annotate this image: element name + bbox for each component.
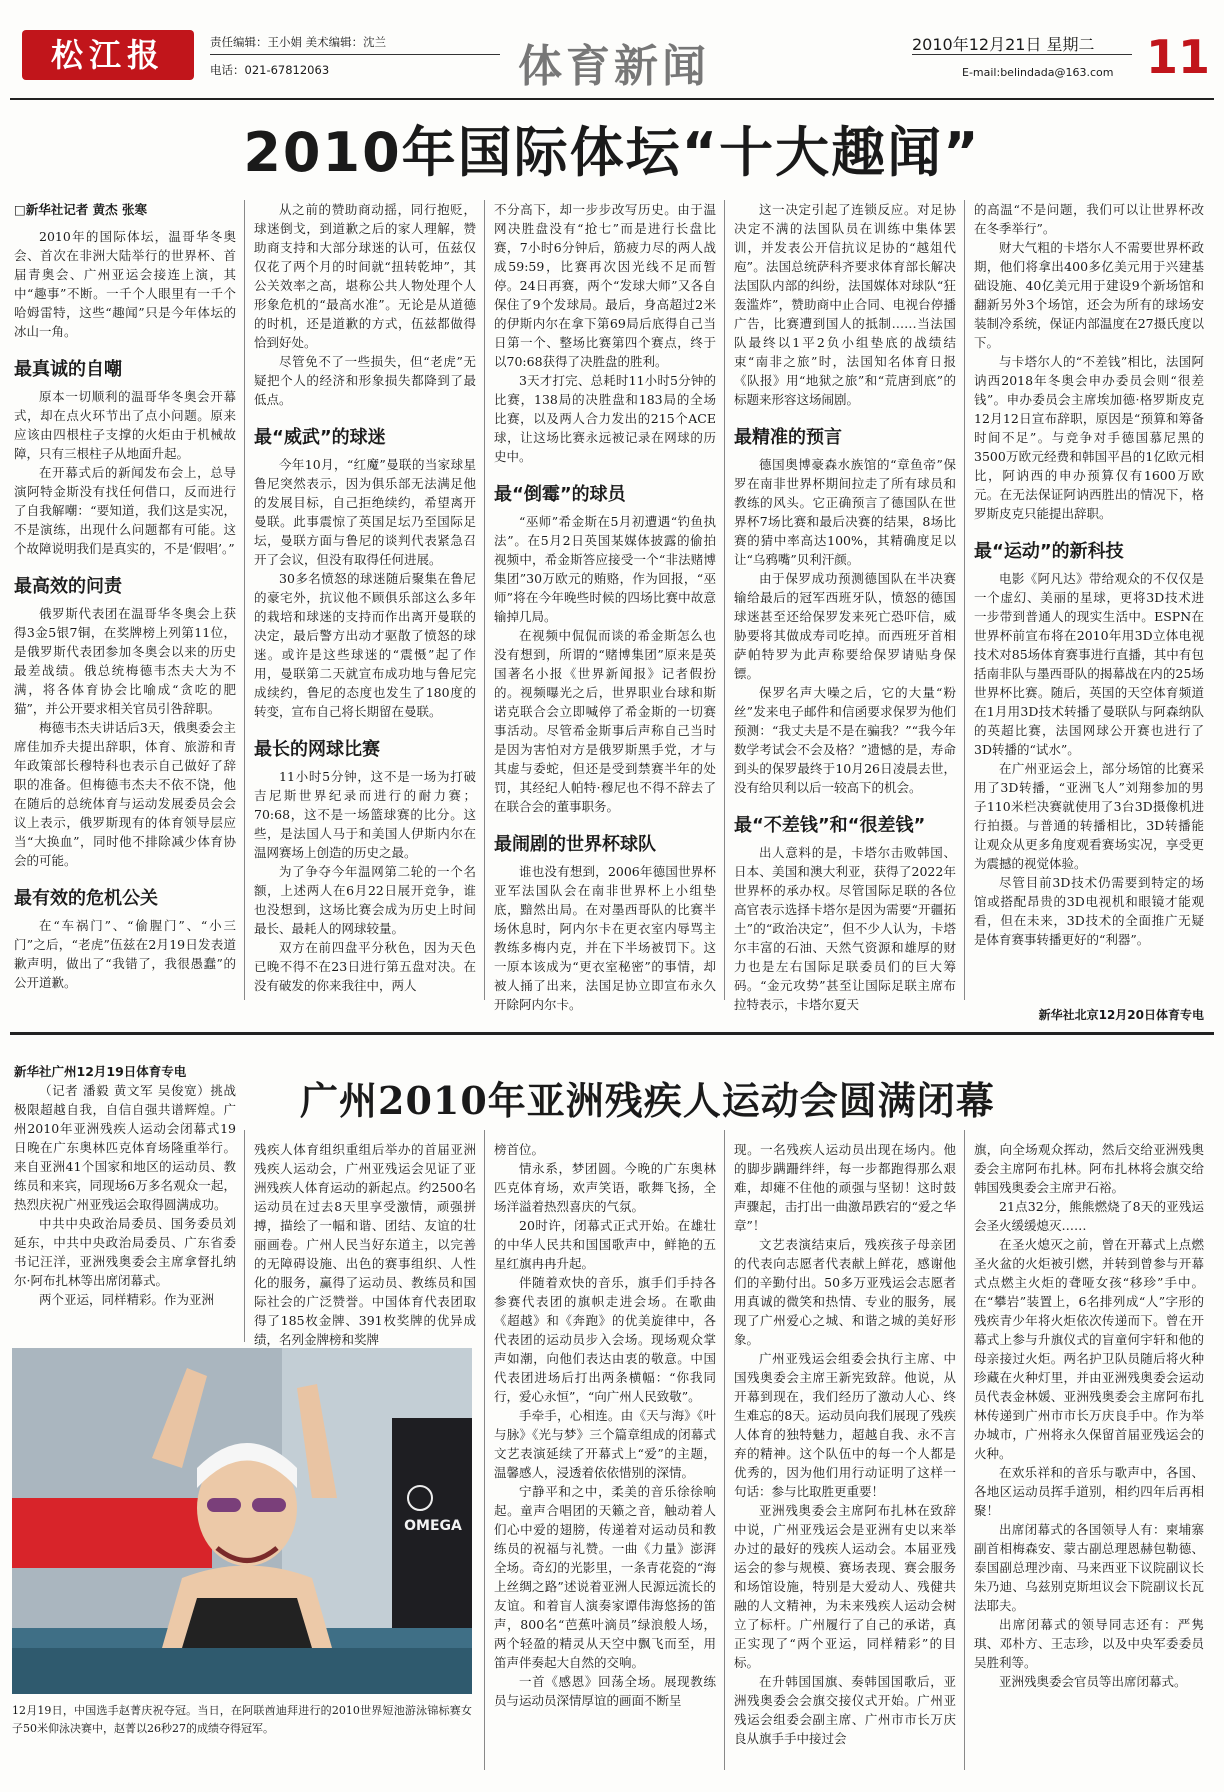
- article1-column-1: [14, 200, 236, 1000]
- subheading: 最“倒霉”的球员: [494, 484, 626, 505]
- contact-email: E-mail:belindada@163.com: [962, 66, 1114, 79]
- article1-dateline: 新华社北京12月20日体育专电: [1038, 1008, 1204, 1022]
- article1-column-5: [974, 200, 1204, 1000]
- article1-headline: 2010年国际体坛“十大趣闻”: [243, 121, 981, 184]
- paragraph: 与卡塔尔人的“不差钱”相比，法国阿讷西2018年冬奥会申办委员会则“很差钱”。申办委员会主席埃加德·格罗斯皮克12月12日宣布辞职，原因是“预算和筹备时间不足”。与竞争对手德国慕尼黑的3500万欧元经费和韩国平昌的1亿欧元相比，阿讷西的申办预算仅有1600万欧元。在无法保证阿讷西胜出的情况下，格罗斯皮克只能提出辞职。: [974, 354, 1204, 521]
- swimmer-photo: [12, 1348, 472, 1694]
- article2-byline: 新华社广州12月19日体育专电: [14, 1064, 187, 1079]
- paragraph: 亚洲残奥委会官员等出席闭幕式。: [999, 1674, 1187, 1689]
- paragraph: 在“车祸门”、“偷腥门”、“小三门”之后，“老虎”伍兹在2月19日发表道歉声明，做出了“我错了，我很愚蠢”的公开道歉。: [14, 918, 236, 990]
- header-rule-left: [210, 54, 500, 55]
- paragraph: 俄罗斯代表团在温哥华冬奥会上获得3金5银7铜，在奖牌榜上列第11位，是俄罗斯代表团参加冬奥会以来的历史最差战绩。俄总统梅德韦杰夫大为不满，将各体育协会比喻成“贪吃的肥猫”，并公开要求相关官员引咎辞职。: [14, 606, 236, 716]
- page-number: 11: [1146, 30, 1211, 84]
- paragraph: 伴随着欢快的音乐，旗手们手持各参赛代表团的旗帜走进会场。在歌曲《超越》和《奔跑》的优美旋律中，各代表团的运动员步入会场。现场观众掌声如潮，向他们表达由衷的敬意。中国代表团进场后打出两条横幅：“你我同行，爱心永恒”，“向广州人民致敬”。: [494, 1275, 716, 1404]
- paragraph: 为了争夺今年温网第二轮的一个名额，上述两人在6月22日展开竞争，谁也没想到，这场比赛会成为历史上时间最长、最耗人的网球较量。: [254, 864, 476, 936]
- paragraph: 在广州亚运会上，部分场馆的比赛采用了3D转播，“亚洲飞人”刘翔参加的男子110米栏决赛就使用了3台3D摄像机进行拍摄。与普通的转播相比，3D转播能让观众从更多角度观看赛场实况，享受更为震撼的视觉体验。: [974, 761, 1204, 871]
- article2-column-4: [734, 1140, 956, 1780]
- column-rule: [484, 1130, 485, 1770]
- paragraph: 21点32分，熊熊燃烧了8天的亚残运会圣火缓缓熄灭……: [974, 1199, 1204, 1233]
- article2-column-2: [254, 1140, 476, 1347]
- paragraph: 在开幕式后的新闻发布会上，总导演阿特金斯没有找任何借口，反而进行了自我解嘲：“要知道，我们这是实况，不是演练，出现什么问题都有可能。这个故障说明我们是真实的，不是‘假唱’。”: [14, 465, 236, 556]
- paragraph: 保罗名声大噪之后，它的大量“粉丝”发来电子邮件和信函要求保罗为他们预测：“我丈夫是不是在骗我？”“我今年数学考试会不会及格？”遗憾的是，寿命到头的保罗最终于10月26日凌晨去世，没有给贝利以后一较高下的机会。: [734, 685, 956, 795]
- paragraph: （记者 潘毅 黄文军 吴俊宽）挑战极限超越自我，自信自强共谱辉煌。广州2010年亚洲残疾人运动会闭幕式19日晚在广东奥林匹克体育场隆重举行。来自亚洲41个国家和地区的运动员、教练员和来宾，同现场6万多名观众一起，热烈庆祝广州亚残运会取得圆满成功。: [14, 1083, 236, 1212]
- column-rule: [244, 200, 245, 1000]
- paragraph: 谁也没有想到，2006年德国世界杯亚军法国队会在南非世界杯上小组垫底，黯然出局。在对墨西哥队的比赛半场休息时，阿内尔卡在更衣室内辱骂主教练多梅内克，并在下半场被罚下。这一原本该成为“更衣室秘密”的事情，却被人捅了出来，法国足协立即宣布永久开除阿内尔卡。: [494, 864, 716, 1012]
- paragraph: 11小时5分钟，这不是一场为打破吉尼斯世界纪录而进行的耐力赛；70:68，这不是一场篮球赛的比分。这些，是法国人马于和美国人伊斯内尔在温网赛场上创造的历史之最。: [254, 769, 476, 860]
- subheading: 最“威武”的球迷: [254, 427, 386, 448]
- paragraph: 这一决定引起了连锁反应。对足协决定不满的法国队员在训练中集体罢训，并发表公开信抗议足协的“越俎代庖”。法国总统萨科齐要求体育部长解决法国队内部的纠纷，法国媒体对球队“狂轰滥炸”，赞助商中止合同、电视台停播广告，比赛遭到国人的抵制……当法国队最终以1平2负小组垫底的战绩结束“南非之旅”时，法国知名体育日报《队报》用“地狱之旅”和“荒唐到底”的标题来形容这场闹剧。: [734, 202, 956, 407]
- subheading: 最长的网球比赛: [254, 739, 380, 760]
- article1-column-3: [494, 200, 716, 1012]
- column-rule: [484, 200, 485, 1000]
- paragraph: 财大气粗的卡塔尔人不需要世界杯政期，他们将拿出400多亿美元用于兴建基础设施、40亿美元用于建设9个新场馆和翻新另外3个场馆，还会为所有的球场安装制冷系统，保证内部温度在27摄氏度以下。: [974, 240, 1204, 350]
- paragraph: 不分高下，却一步步改写历史。由于温网决胜盘没有“抢七”而是进行长盘比赛，7小时6分钟后，筋疲力尽的两人战成59:59，比赛再次因光线不足而暂停。24日再赛，两个“发球大师”又各自保住了9个发球局。最后，身高超过2米的伊斯内尔在拿下第69局后底得自己当日第一个、整场比赛第四个赛点，终于以70:68获得了决胜盘的胜利。: [494, 202, 716, 369]
- masthead: [0, 16, 1224, 92]
- paragraph: 现。一名残疾人运动员出现在场内。他的脚步蹒跚绊绊，每一步都跑得那么艰难，却瘫不住他的顽强与坚韧！这时鼓声骤起，击打出一曲激昂跌宕的“爱之华章”！: [734, 1142, 956, 1233]
- paragraph: 出席闭幕式的各国领导人有：柬埔寨副首相梅森安、蒙古副总理恩赫包勒德、泰国副总理沙南、马来西亚下议院副议长朱乃迪、乌兹别克斯坦议会下院副议长瓦法耶夫。: [974, 1522, 1204, 1613]
- paragraph: 文艺表演结束后，残疾孩子母亲团的代表向志愿者代表献上鲜花，感谢他们的辛勤付出。50多万亚残运会志愿者用真诚的微笑和热情、专业的服务，展现了广州爱心之城、和谐之城的美好形象。: [734, 1237, 956, 1347]
- paragraph: 从之前的赞助商动摇，同行抱贬，球迷倒戈，到道歉之后的家人理解，赞助商支持和大部分球迷的认可，伍兹仅仅花了两个月的时间就“扭转乾坤”，其公关效率之高，堪称公共人物处理个人形象危机的“最高水准”。无论是从道德的时机，还是道歉的方式，伍兹都做得恰到好处。: [254, 202, 476, 350]
- column-rule: [964, 200, 965, 1000]
- subheading: 最真诚的自嘲: [14, 359, 122, 380]
- article2-column-3: [494, 1140, 716, 1780]
- paragraph: 30多名愤怒的球迷随后聚集在鲁尼的豪宅外，抗议他不顾俱乐部这么多年的栽培和球迷的支持而作出离开曼联的决定，最后警方出动才驱散了愤怒的球迷。或许是这些球迷的“震慑”起了作用，曼联第二天就宣布成功地与鲁尼完成续约，鲁尼的态度也发生了180度的转变，宣布自己将长期留在曼联。: [254, 571, 476, 719]
- paragraph: 宁静平和之中，柔美的音乐徐徐响起。童声合唱团的天籁之音，触动着人们心中爱的翅膀，传递着对运动员和教练员的祝福与礼赞。一曲《力量》澎湃全场。奇幻的光影里，一条青花瓷的“海上丝绸之路”述说着亚洲人民源远流长的友谊。和着盲人演奏家谭伟海悠扬的笛声，800名“芭蕉叶滴员”绿浪般人场，两个轻盈的精灵从天空中飘飞而至，用笛声伴奏起大自然的交响。: [494, 1484, 716, 1670]
- masthead-divider: [10, 98, 1214, 100]
- issue-date: 2010年12月21日 星期二: [912, 35, 1095, 54]
- omega-logo: OMEGA: [404, 1518, 462, 1534]
- subheading: 最“不差钱”和“很差钱”: [734, 815, 926, 836]
- paragraph: 情永系，梦团圆。今晚的广东奥林匹克体育场，欢声笑语，歌舞飞扬，全场洋溢着热烈喜庆的气氛。: [494, 1161, 716, 1214]
- paragraph: 今年10月，“红魔”曼联的当家球星鲁尼突然表示，因为俱乐部无法满足他的发展目标，自己拒绝续约，希望离开曼联。此事震惊了英国足坛乃至国际足坛，曼联方面与鲁尼的谈判代表紧急召开了会议，但没有取得任何进展。: [254, 457, 476, 567]
- paragraph: 在升韩国国旗、奏韩国国歌后，亚洲残奥委会会旗交接仪式开始。广州亚残运会组委会副主席、广州市市长万庆良从旗手手中接过会: [734, 1674, 956, 1746]
- paragraph: 尽管目前3D技术仍需要到特定的场馆或搭配昂贵的3D电视机和眼镜才能观看，但在未来，3D技术的全面推广无疑是体育赛事转播更好的“利器”。: [974, 875, 1204, 947]
- paragraph: 手牵手，心相连。由《天与海》《叶与脉》《光与梦》三个篇章组成的闭幕式文艺表演延续了开幕式上“爱”的主题，温馨感人，浸透着依依惜别的深情。: [494, 1408, 716, 1480]
- article-divider: [10, 1032, 1214, 1035]
- paragraph: 在视频中侃侃而谈的希金斯怎么也没有想到，所谓的“赌博集团”原来是英国著名小报《世界新闻报》记者假扮的。视频曝光之后，世界职业台球和斯诺克联合会立即喊停了希金斯的一切赛事活动。尽管希金斯事后声称自己当时是因为害怕对方是俄罗斯黑手党，才与其虚与委蛇，但还是受到禁赛半年的处罚，其经纪人帕特·穆尼也不得不辞去了在联合会的董事职务。: [494, 628, 716, 814]
- header-rule-right: [912, 54, 1132, 55]
- article2-column-5: [974, 1140, 1204, 1780]
- paragraph: 两个亚运，同样精彩。作为亚洲: [39, 1292, 215, 1307]
- paragraph: 广州亚残运会组委会执行主席、中国残奥委会主席王新宪致辞。他说，从开幕到现在，我们经历了激动人心、终生难忘的8天。运动员向我们展现了残疾人体育的独特魅力，超越自我、永不言弃的精神。这个队伍中的每一个人都是优秀的，因为他们用行动证明了这样一句话：参与比取胜更重要！: [734, 1351, 956, 1499]
- paragraph: 梅德韦杰夫讲话后3天，俄奥委会主席佳加乔夫提出辞职，体育、旅游和青年政策部长穆特科也表示自己做好了辞职的准备。但梅德韦杰夫不依不饶，他在随后的总统体育与运动发展委员会会议上表示，俄罗斯现有的体育领导层应当“大换血”，同时他不排除减少体育协会的可能。: [14, 720, 236, 868]
- article1-byline: □新华社记者 黄杰 张寒: [14, 202, 148, 217]
- subheading: 最精准的预言: [734, 427, 842, 448]
- subheading: 最“运动”的新科技: [974, 541, 1124, 562]
- paragraph: 出人意料的是，卡塔尔击败韩国、日本、美国和澳大利亚，获得了2022年世界杯的承办权。尽管国际足联的各位高官表示选择卡塔尔是因为需要“开疆拓土”的“政治决定”，但不少人认为，卡塔尔丰富的石油、天然气资源和雄厚的财力也是左右国际足联委员们的巨大筹码。“金元攻势”甚至让国际足联主席布拉特表示，卡塔尔夏天: [734, 845, 956, 1012]
- paragraph: 榜首位。: [494, 1142, 545, 1157]
- newspaper-logo: 松江报: [22, 30, 194, 80]
- editor-credits: 责任编辑：王小娟 美术编辑：沈兰: [210, 35, 387, 49]
- subheading: 最有效的危机公关: [14, 888, 158, 909]
- column-rule: [244, 1130, 245, 1342]
- section-name: 体育新闻: [518, 41, 710, 92]
- column-rule: [724, 1130, 725, 1770]
- paragraph: 2010年的国际体坛，温哥华冬奥会、首次在非洲大陆举行的世界杯、首届青奥会、广州亚运会接连上演，其中“趣事”不断。一千个人眼里有一千个哈姆雷特，这些“趣闻”只是今年体坛的冰山一角。: [14, 229, 236, 339]
- article1-column-2: [254, 200, 476, 1000]
- paragraph: 在欢乐祥和的音乐与歌声中，各国、各地区运动员挥手道别，相约四年后再相聚！: [974, 1465, 1204, 1518]
- paragraph: 德国奥博豪森水族馆的“章鱼帝”保罗在南非世界杯期间拉走了所有球员和教练的风头。它正确预言了德国队在世界杯7场比赛和最后决赛的结果，8场比赛的猜中率高达100%，其精确度足以让“乌鸦嘴”贝利汗颜。: [734, 457, 956, 567]
- article2-headline: 广州2010年亚洲残疾人运动会圆满闭幕: [300, 1078, 995, 1123]
- paragraph: 旗，向全场观众挥动，然后交给亚洲残奥委会主席阿布扎林。阿布扎林将会旗交给韩国残奥委会主席尹石裕。: [974, 1142, 1204, 1195]
- paragraph: 的高温“不是问题，我们可以让世界杯改在冬季举行”。: [974, 202, 1204, 236]
- paragraph: 双方在前四盘平分秋色，因为天色已晚不得不在23日进行第五盘对决。在没有破发的你来我往中，两人: [254, 940, 476, 993]
- subheading: 最高效的问责: [14, 576, 122, 597]
- column-rule: [724, 200, 725, 1000]
- paragraph: 中共中央政治局委员、国务委员刘延东，中共中央政治局委员、广东省委书记汪洋，亚洲残奥委会主席拿督扎纳尔·阿布扎林等出席闭幕式。: [14, 1216, 236, 1288]
- paragraph: 一首《感恩》回荡全场。展现教练员与运动员深情厚谊的画面不断呈: [494, 1674, 716, 1708]
- paragraph: 由于保罗成功预测德国队在半决赛输给最后的冠军西班牙队，愤怒的德国球迷甚至还给保罗发来死亡恐吓信，威胁要将其做成寿司吃掉。而西班牙首相萨帕特罗为此声称要给保罗请贴身保镖。: [734, 571, 956, 681]
- paragraph: 残疾人体育组织重组后举办的首届亚洲残疾人运动会，广州亚残运会见证了亚洲残疾人体育运动的新起点。约2500名运动员在过去8天里享受激情，顽强拼搏，描绘了一幅和谐、团结、友谊的壮丽画卷。广州人民当好东道主，以完善的无障碍设施、出色的赛事组织、人性化的服务，赢得了运动员、教练员和国际社会的广泛赞誉。中国体育代表团取得了185枚金牌、391枚奖牌的优异成绩，名列金牌榜和奖牌: [254, 1142, 476, 1347]
- paragraph: 原本一切顺利的温哥华冬奥会开幕式，却在点火环节出了点小问题。原来应该由四根柱子支撑的火炬由于机械故障，只有三根柱子从地面升起。: [14, 389, 236, 461]
- paragraph: 亚洲残奥委会主席阿布扎林在致辞中说，广州亚残运会是亚洲有史以来举办过的最好的残疾人运动会。本届亚残运会的参与规模、赛场表现、赛会服务和场馆设施，特别是大爱动人、残健共融的人文精神，为未来残疾人运动会树立了标杆。广州履行了自己的承诺，真正实现了“两个亚运，同样精彩”的目标。: [734, 1503, 956, 1670]
- article2-column-1: [14, 1062, 236, 1342]
- paragraph: 电影《阿凡达》带给观众的不仅仅是一个虚幻、美丽的星球，更将3D技术进一步带到普通人的现实生活中。ESPN在世界杯前宣布将在2010年用3D立体电视技术对85场体育赛事进行直播，其中有包括南非队与墨西哥队的揭幕战在内的25场世界杯比赛。随后，英国的天空体育频道在1月用3D技术转播了曼联队与阿森纳队的英超比赛，法国网球公开赛也进行了3D转播的“试水”。: [974, 571, 1204, 757]
- column-rule: [964, 1130, 965, 1770]
- subheading: 最闹剧的世界杯球队: [494, 834, 656, 855]
- photo-caption: 12月19日，中国选手赵菁庆祝夺冠。当日，在阿联酋迪拜进行的2010世界短池游泳锦标赛女子50米仰泳决赛中，赵菁以26秒27的成绩夺得冠军。: [12, 1704, 472, 1735]
- paragraph: 在圣火熄灭之前，曾在开幕式上点燃圣火盆的火炬被引燃，并转到曾参与开幕式点燃主火炬的聋哑女孩“移珍”手中。在“攀岩”装置上，6名排列成“人”字形的残疾青少年将火炬依次传递而下。曾在开幕式上参与升旗仪式的盲童何宇轩和他的母亲接过火炬。两名护卫队员随后将火种珍藏在火种灯里，并由亚洲残奥委会运动员代表金林媛、亚洲残奥委会主席阿布扎林传递到广州市市长万庆良手中。作为举办城市，广州将永久保留首届亚残运会的火种。: [974, 1237, 1204, 1461]
- paragraph: 3天才打完、总耗时11小时5分钟的比赛，138局的决胜盘和183局的全场比赛，以及两人合力发出的215个ACE球，让这场比赛永远被记录在网球的历史中。: [494, 373, 716, 464]
- article1-column-4: [734, 200, 956, 1012]
- paragraph: 出席闭幕式的领导同志还有：严隽琪、邓朴方、王志珍，以及中央军委委员吴胜利等。: [974, 1617, 1204, 1670]
- paragraph: 尽管免不了一些损失，但“老虎”无疑把个人的经济和形象损失都降到了最低点。: [254, 354, 476, 407]
- paragraph: 20时许，闭幕式正式开始。在雄壮的中华人民共和国国歌声中，鲜艳的五星红旗冉冉升起。: [494, 1218, 716, 1271]
- phone-number: 电话：021-67812063: [210, 63, 330, 77]
- paragraph: “巫师”希金斯在5月初遭遇“钓鱼执法”。在5月2日英国某媒体披露的偷拍视频中，希金斯答应接受一个“非法赌博集团”30万欧元的贿赂，作为回报，“巫师”将在今年晚些时候的四场比赛中故意输掉几局。: [494, 514, 716, 624]
